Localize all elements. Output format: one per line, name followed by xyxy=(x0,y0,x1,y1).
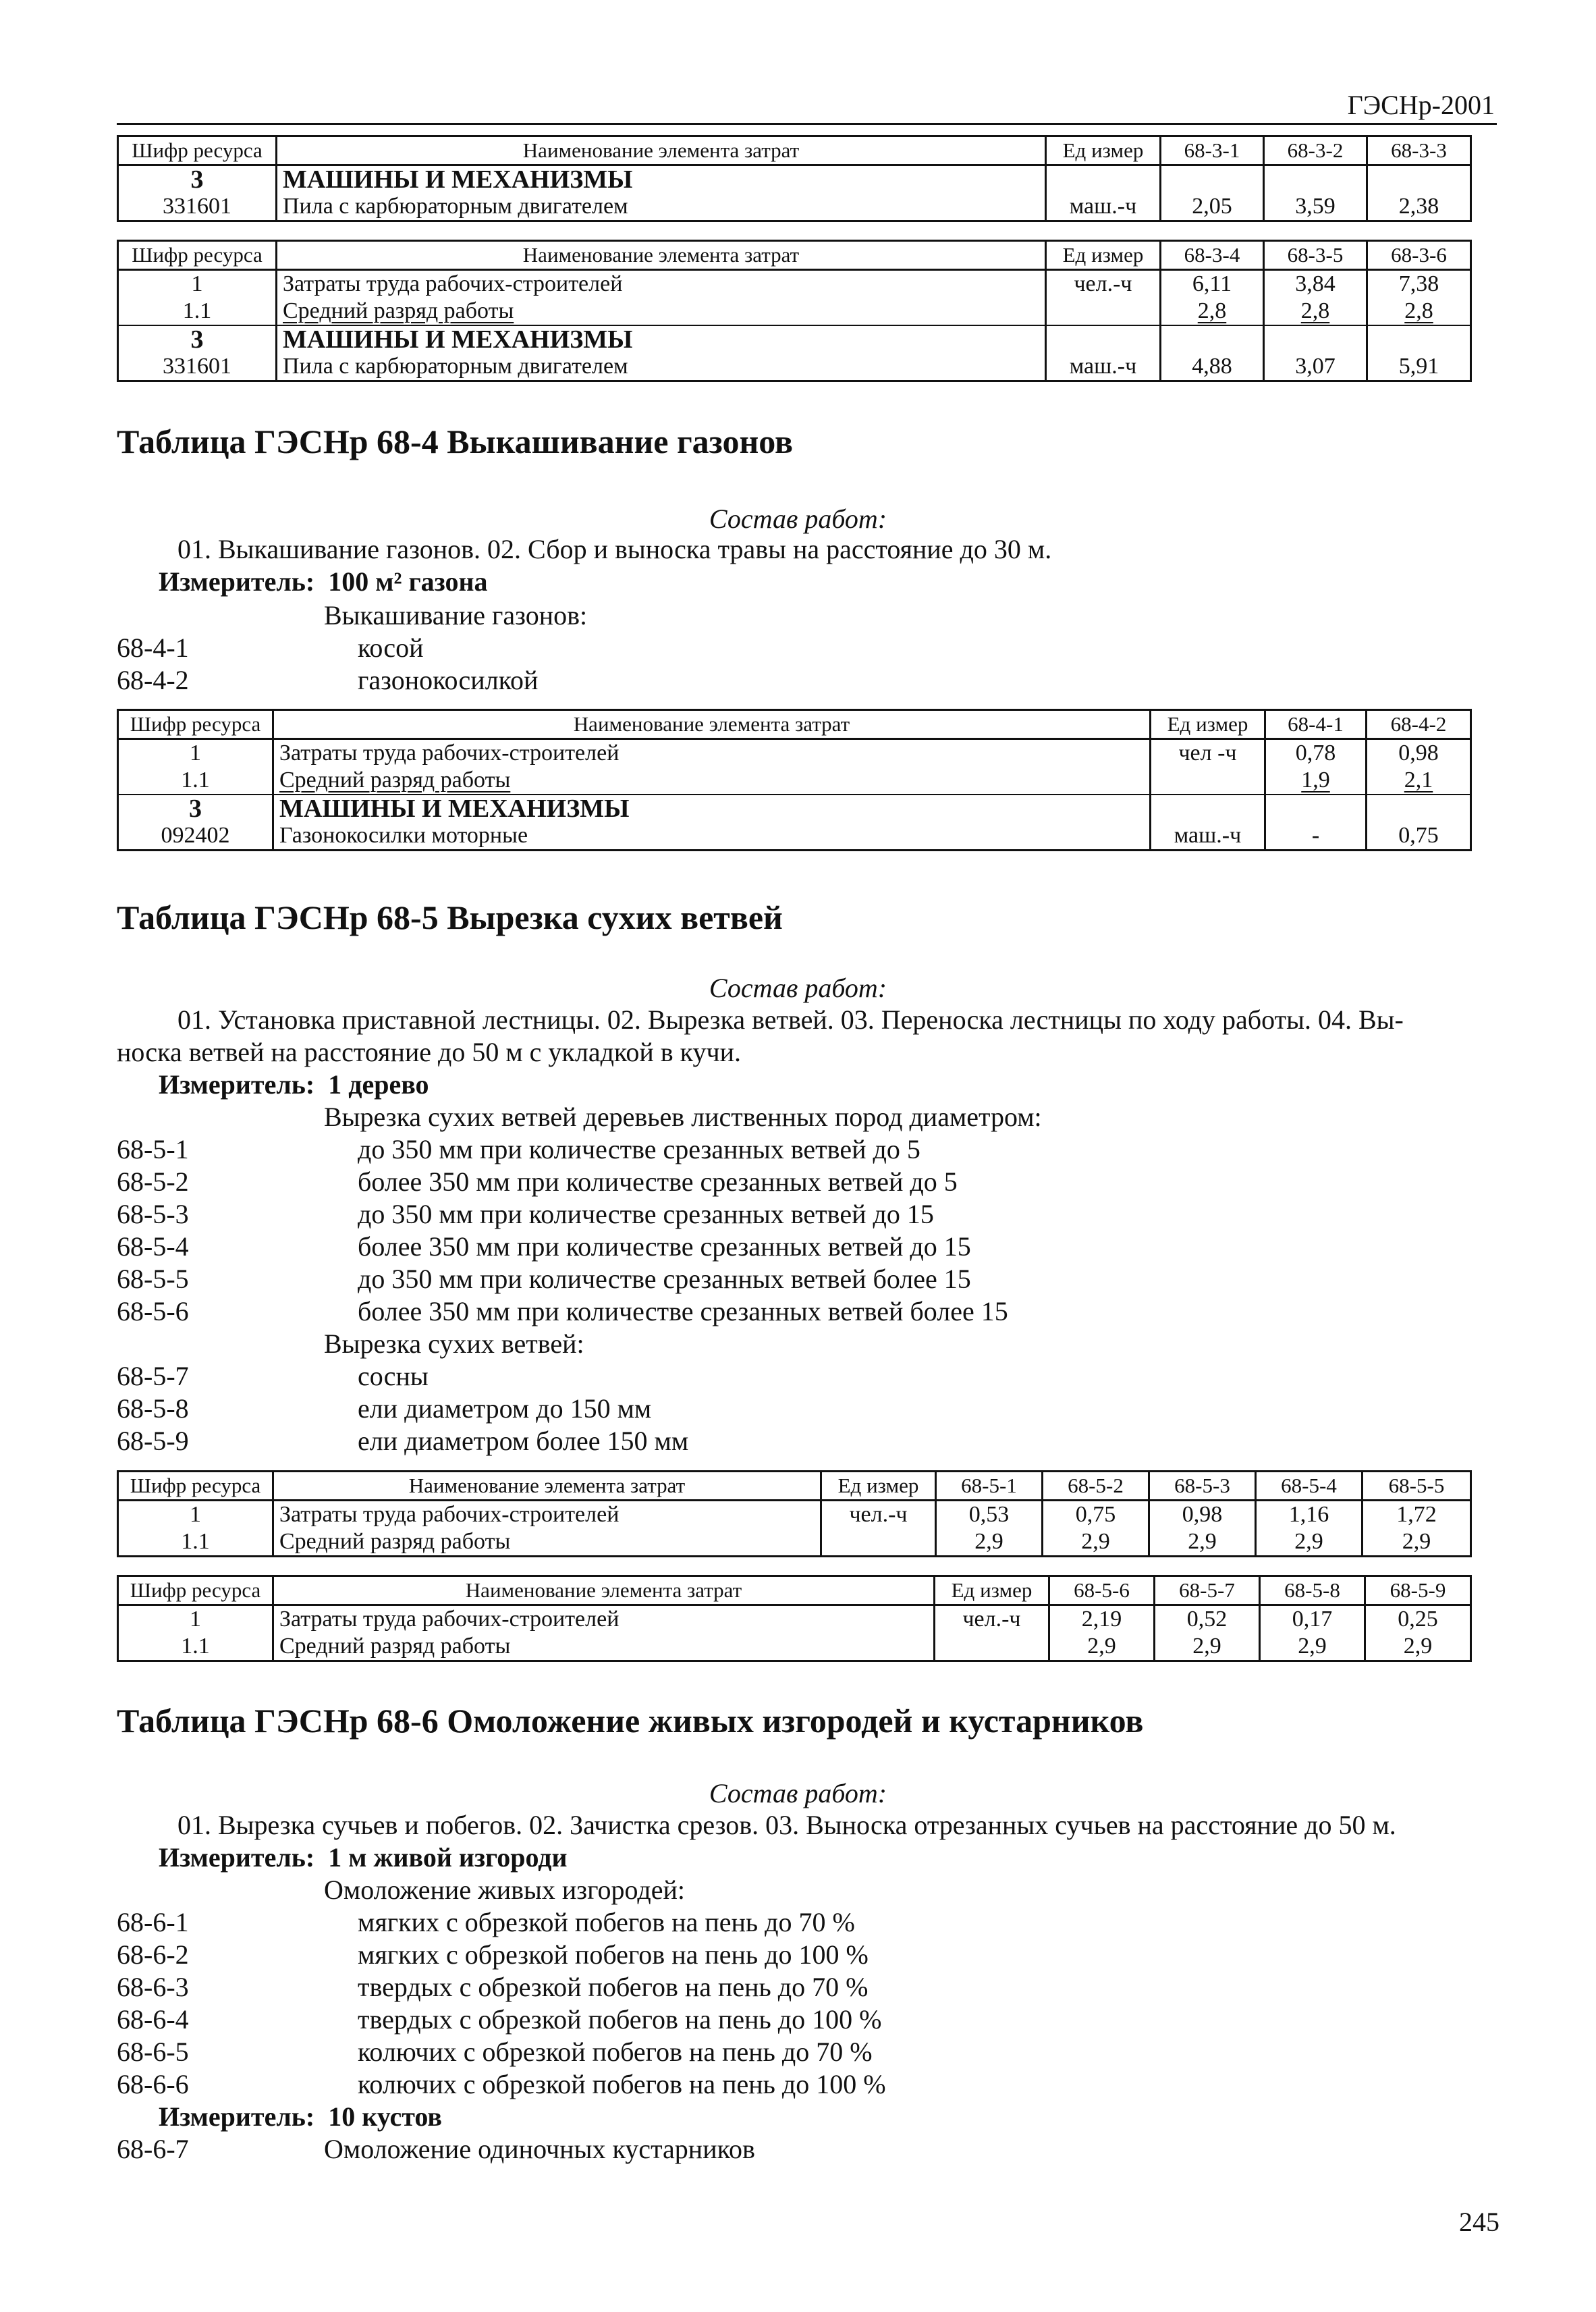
measure-line: Измеритель: 100 м² газона xyxy=(159,566,488,597)
resource-table-68-5-b xyxy=(117,1575,1472,1662)
cell-value: 2,9 xyxy=(1043,1528,1149,1557)
cell-name: Затраты труда рабочих-строителей xyxy=(273,1605,935,1634)
table-row xyxy=(118,325,1471,353)
cell-value: 2,9 xyxy=(936,1528,1043,1557)
item-code: 68-6-6 xyxy=(117,2069,189,2099)
section-title-68-5: Таблица ГЭСНр 68-5 Вырезка сухих ветвей xyxy=(117,898,783,936)
col-header-norm: 68-4-2 xyxy=(1367,710,1471,739)
cell-value: 6,11 xyxy=(1161,270,1264,298)
cell-value: 2,9 xyxy=(1155,1633,1260,1661)
cell-unit xyxy=(1046,325,1161,353)
item-desc: колючих с обрезкой побегов на пень до 70 % xyxy=(358,2037,873,2067)
table-row xyxy=(118,270,1471,298)
col-header-code: Шифр ресурса xyxy=(118,136,277,165)
cell-name: МАШИНЫ И МЕХАНИЗМЫ xyxy=(273,795,1151,822)
resource-table-68-3-a xyxy=(117,135,1472,222)
item-code: 68-6-1 xyxy=(117,1907,189,1937)
cell-value: 4,88 xyxy=(1161,353,1264,381)
item-code: 68-5-1 xyxy=(117,1134,189,1164)
cell-value: 0,53 xyxy=(936,1501,1043,1529)
item-desc: косой xyxy=(358,633,424,663)
item-code: 68-5-5 xyxy=(117,1264,189,1294)
item-desc: твердых с обрезкой побегов на пень до 70 % xyxy=(358,1972,869,2002)
group-heading: Вырезка сухих ветвей деревьев лиственных пород диаметром: xyxy=(324,1102,1042,1132)
cell-value: 2,19 xyxy=(1049,1605,1155,1634)
cell-value xyxy=(1265,795,1367,822)
col-header-norm: 68-4-1 xyxy=(1265,710,1367,739)
item-desc: сосны xyxy=(358,1361,429,1391)
cell-value: 0,25 xyxy=(1365,1605,1471,1634)
cell-value: 0,75 xyxy=(1367,822,1471,851)
table-row xyxy=(118,1605,1471,1634)
work-composition-text: 01. Выкашивание газонов. 02. Сбор и выноска травы на расстояние до 30 м. xyxy=(177,534,1052,564)
cell-value: 1,72 xyxy=(1363,1501,1471,1529)
cell-value: 0,52 xyxy=(1155,1605,1260,1634)
col-header-code: Шифр ресурса xyxy=(118,241,277,270)
work-composition-label: Состав работ: xyxy=(709,504,887,534)
cell-value xyxy=(1161,165,1264,194)
col-header-norm: 68-3-1 xyxy=(1161,136,1264,165)
cell-value: 2,8 xyxy=(1367,298,1471,325)
cell-name: Пила с карбюраторным двигателем xyxy=(277,353,1046,381)
cell-value: 0,98 xyxy=(1149,1501,1256,1529)
col-header-norm: 68-5-6 xyxy=(1049,1576,1155,1605)
cell-value xyxy=(1264,165,1367,194)
cell-code: 1 xyxy=(118,1501,273,1529)
col-header-name: Наименование элемента затрат xyxy=(273,1472,821,1501)
col-header-norm: 68-3-5 xyxy=(1264,241,1367,270)
cell-unit: маш.-ч xyxy=(1046,193,1161,221)
resource-table-68-5-a xyxy=(117,1470,1472,1557)
cell-value: 3,07 xyxy=(1264,353,1367,381)
table-row xyxy=(118,767,1471,795)
item-code: 68-5-7 xyxy=(117,1361,189,1391)
col-header-norm: 68-3-6 xyxy=(1367,241,1471,270)
col-header-name: Наименование элемента затрат xyxy=(277,136,1046,165)
cell-value: 2,8 xyxy=(1161,298,1264,325)
item-desc: более 350 мм при количестве срезанных ветвей до 15 xyxy=(358,1231,971,1262)
col-header-norm: 68-5-2 xyxy=(1043,1472,1149,1501)
col-header-code: Шифр ресурса xyxy=(118,710,273,739)
cell-unit: чел -ч xyxy=(1151,739,1265,768)
item-code: 68-6-5 xyxy=(117,2037,189,2067)
col-header-unit: Ед измер xyxy=(1046,241,1161,270)
cell-unit xyxy=(1046,165,1161,194)
col-header-name: Наименование элемента затрат xyxy=(277,241,1046,270)
cell-name: Средний разряд работы xyxy=(277,298,1046,325)
cell-value: 2,9 xyxy=(1256,1528,1363,1557)
cell-value: 3,84 xyxy=(1264,270,1367,298)
item-desc: до 350 мм при количестве срезанных ветвей до 5 xyxy=(358,1134,920,1164)
item-desc: до 350 мм при количестве срезанных ветвей до 15 xyxy=(358,1199,934,1229)
cell-value: 0,78 xyxy=(1265,739,1367,768)
col-header-name: Наименование элемента затрат xyxy=(273,710,1151,739)
cell-code: 1 xyxy=(118,1605,273,1634)
cell-name: Газонокосилки моторные xyxy=(273,822,1151,851)
work-composition-text: 01. Вырезка сучьев и побегов. 02. Зачистка срезов. 03. Выноска отрезанных сучьев на расстояние до 50 м. xyxy=(177,1810,1396,1840)
item-desc: мягких с обрезкой побегов на пень до 100 % xyxy=(358,1939,869,1970)
item-code: 68-5-2 xyxy=(117,1166,189,1197)
col-header-unit: Ед измер xyxy=(821,1472,936,1501)
cell-value xyxy=(1161,325,1264,353)
cell-value: 7,38 xyxy=(1367,270,1471,298)
cell-value: 2,9 xyxy=(1149,1528,1256,1557)
item-code: 68-5-3 xyxy=(117,1199,189,1229)
item-desc: твердых с обрезкой побегов на пень до 100 % xyxy=(358,2004,882,2035)
table-row xyxy=(118,298,1471,325)
resource-table-68-3-b xyxy=(117,240,1472,382)
cell-unit xyxy=(1046,298,1161,325)
cell-code: 092402 xyxy=(118,822,273,851)
item-desc: мягких с обрезкой побегов на пень до 70 % xyxy=(358,1907,855,1937)
measure-line: Измеритель: 10 кустов xyxy=(159,2101,442,2132)
col-header-norm: 68-5-8 xyxy=(1260,1576,1365,1605)
item-code: 68-4-1 xyxy=(117,633,189,663)
cell-code: 3 xyxy=(118,795,273,822)
cell-value xyxy=(1367,325,1471,353)
item-code: 68-5-8 xyxy=(117,1393,189,1424)
col-header-norm: 68-5-4 xyxy=(1256,1472,1363,1501)
item-desc: более 350 мм при количестве срезанных ветвей более 15 xyxy=(358,1296,1008,1326)
col-header-norm: 68-5-9 xyxy=(1365,1576,1471,1605)
cell-value: 3,59 xyxy=(1264,193,1367,221)
col-header-norm: 68-5-1 xyxy=(936,1472,1043,1501)
cell-name: Средний разряд работы xyxy=(273,1633,935,1661)
cell-name: Затраты труда рабочих-строителей xyxy=(273,1501,821,1529)
cell-code: 331601 xyxy=(118,353,277,381)
cell-value: 0,17 xyxy=(1260,1605,1365,1634)
cell-unit xyxy=(935,1633,1049,1661)
cell-name: МАШИНЫ И МЕХАНИЗМЫ xyxy=(277,165,1046,194)
item-desc: колючих с обрезкой побегов на пень до 100 % xyxy=(358,2069,886,2099)
cell-unit xyxy=(1151,795,1265,822)
item-desc: более 350 мм при количестве срезанных ветвей до 5 xyxy=(358,1166,958,1197)
cell-code: 1 xyxy=(118,739,273,768)
cell-name: Затраты труда рабочих-строителей xyxy=(273,739,1151,768)
cell-value: 5,91 xyxy=(1367,353,1471,381)
item-desc: газонокосилкой xyxy=(358,665,539,695)
table-row xyxy=(118,739,1471,768)
work-composition-label: Состав работ: xyxy=(709,973,887,1003)
col-header-unit: Ед измер xyxy=(1151,710,1265,739)
item-code: 68-4-2 xyxy=(117,665,189,695)
cell-name: МАШИНЫ И МЕХАНИЗМЫ xyxy=(277,325,1046,353)
cell-value: - xyxy=(1265,822,1367,851)
cell-unit xyxy=(821,1528,936,1557)
section-title-68-6: Таблица ГЭСНр 68-6 Омоложение живых изгородей и кустарников xyxy=(117,1702,1144,1740)
section-title-68-4: Таблица ГЭСНр 68-4 Выкашивание газонов xyxy=(117,423,794,460)
item-code: 68-6-3 xyxy=(117,1972,189,2002)
item-desc: ели диаметром до 150 мм xyxy=(358,1393,652,1424)
cell-name: Средний разряд работы xyxy=(273,1528,821,1557)
cell-code: 1.1 xyxy=(118,1528,273,1557)
table-row xyxy=(118,822,1471,851)
cell-value: 2,38 xyxy=(1367,193,1471,221)
cell-value: 1,9 xyxy=(1265,767,1367,795)
cell-unit: маш.-ч xyxy=(1046,353,1161,381)
col-header-norm: 68-3-3 xyxy=(1367,136,1471,165)
cell-value: 2,05 xyxy=(1161,193,1264,221)
cell-value xyxy=(1367,795,1471,822)
cell-code: 331601 xyxy=(118,193,277,221)
col-header-unit: Ед измер xyxy=(935,1576,1049,1605)
cell-value: 2,8 xyxy=(1264,298,1367,325)
group-heading: Омоложение живых изгородей: xyxy=(324,1875,685,1905)
table-row xyxy=(118,193,1471,221)
cell-value: 2,9 xyxy=(1363,1528,1471,1557)
cell-unit xyxy=(1151,767,1265,795)
item-code: 68-6-4 xyxy=(117,2004,189,2035)
group-heading: Вырезка сухих ветвей: xyxy=(324,1328,584,1359)
work-composition-label: Состав работ: xyxy=(709,1778,887,1808)
table-row xyxy=(118,353,1471,381)
cell-value xyxy=(1367,165,1471,194)
cell-value: 0,98 xyxy=(1367,739,1471,768)
table-row xyxy=(118,165,1471,194)
cell-value: 0,75 xyxy=(1043,1501,1149,1529)
col-header-norm: 68-3-2 xyxy=(1264,136,1367,165)
cell-value: 2,1 xyxy=(1367,767,1471,795)
cell-name: Средний разряд работы xyxy=(273,767,1151,795)
item-code: 68-5-9 xyxy=(117,1426,189,1456)
cell-code: 1.1 xyxy=(118,1633,273,1661)
cell-name: Затраты труда рабочих-строителей xyxy=(277,270,1046,298)
item-code: 68-5-4 xyxy=(117,1231,189,1262)
col-header-norm: 68-5-3 xyxy=(1149,1472,1256,1501)
item-code: 68-6-2 xyxy=(117,1939,189,1970)
cell-unit: чел.-ч xyxy=(821,1501,936,1529)
cell-unit: маш.-ч xyxy=(1151,822,1265,851)
cell-unit: чел.-ч xyxy=(935,1605,1049,1634)
col-header-norm: 68-3-4 xyxy=(1161,241,1264,270)
cell-value: 2,9 xyxy=(1049,1633,1155,1661)
measure-line: Измеритель: 1 дерево xyxy=(159,1069,429,1100)
col-header-code: Шифр ресурса xyxy=(118,1472,273,1501)
cell-code: 3 xyxy=(118,325,277,353)
cell-value xyxy=(1264,325,1367,353)
cell-code: 1.1 xyxy=(118,767,273,795)
table-row xyxy=(118,1528,1471,1557)
cell-value: 1,16 xyxy=(1256,1501,1363,1529)
col-header-norm: 68-5-7 xyxy=(1155,1576,1260,1605)
col-header-name: Наименование элемента затрат xyxy=(273,1576,935,1605)
group-heading: Выкашивание газонов: xyxy=(324,600,588,630)
table-row xyxy=(118,1501,1471,1529)
item-code: 68-6-7 xyxy=(117,2134,189,2164)
cell-value: 2,9 xyxy=(1365,1633,1471,1661)
cell-unit: чел.-ч xyxy=(1046,270,1161,298)
cell-code: 3 xyxy=(118,165,277,194)
col-header-norm: 68-5-5 xyxy=(1363,1472,1471,1501)
page-number: 245 xyxy=(1459,2207,1499,2237)
cell-code: 1 xyxy=(118,270,277,298)
cell-value: 2,9 xyxy=(1260,1633,1365,1661)
table-row xyxy=(118,795,1471,822)
resource-table-68-4 xyxy=(117,709,1472,851)
work-composition-text: 01. Установка приставной лестницы. 02. Вырезка ветвей. 03. Переноска лестницы по ходу работы. 04. Вы- носка ветвей на расстояние до 50 м с укладкой в кучи. xyxy=(117,1004,1404,1067)
col-header-unit: Ед измер xyxy=(1046,136,1161,165)
col-header-code: Шифр ресурса xyxy=(118,1576,273,1605)
item-desc: Омоложение одиночных кустарников xyxy=(324,2134,755,2164)
table-row xyxy=(118,1633,1471,1661)
document-code: ГЭСНр-2001 xyxy=(1347,90,1495,120)
header-rule xyxy=(117,123,1497,125)
item-code: 68-5-6 xyxy=(117,1296,189,1326)
item-desc: ели диаметром более 150 мм xyxy=(358,1426,689,1456)
cell-name: Пила с карбюраторным двигателем xyxy=(277,193,1046,221)
cell-code: 1.1 xyxy=(118,298,277,325)
measure-line: Измеритель: 1 м живой изгороди xyxy=(159,1842,568,1873)
item-desc: до 350 мм при количестве срезанных ветвей более 15 xyxy=(358,1264,971,1294)
